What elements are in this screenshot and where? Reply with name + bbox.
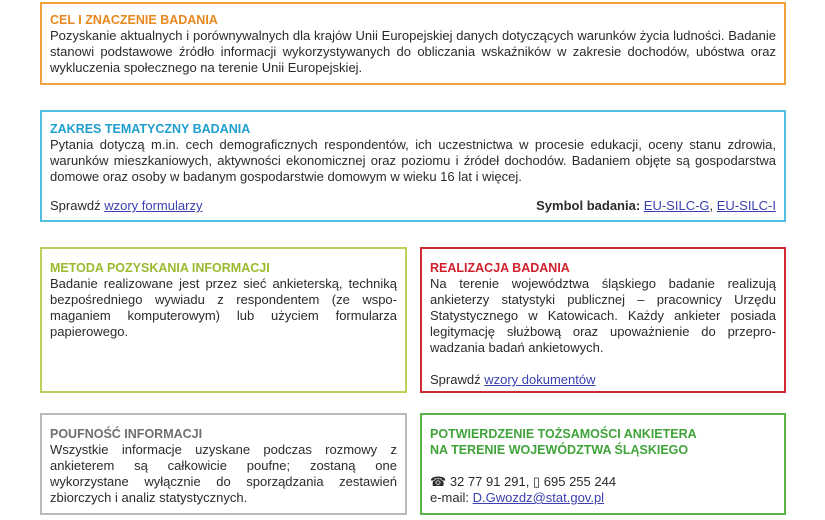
mobile-icon: ▯ — [532, 474, 541, 489]
phone-icon: ☎ — [430, 474, 447, 489]
check-documents-prefix: Sprawdź — [430, 372, 485, 387]
cel-text: Pozyskanie aktualnych i porównywalnych dla krajów Unii Europejskiej danych dotyczących warunków życia ludności. Badanie stanowi podstawowe źródło informacji wykorzystywanych do obliczania wskaźników w zakresie dochodów, ubóstwa oraz wykluczenia społecznego na terenie Unii Europejskiej. — [50, 28, 776, 75]
potwierdzenie-title-line2: NA TERENIE WOJEWÓDZTWA ŚLĄSKIEGO — [430, 443, 689, 457]
check-documents — [430, 372, 776, 388]
symbol-link-g[interactable]: EU-SILC-G — [643, 198, 710, 213]
poufnosc-title: POUFNOŚĆ INFORMACJI — [50, 427, 203, 441]
potwierdzenie-section — [420, 413, 786, 515]
symbol-label: Symbol badania: — [536, 198, 641, 213]
email-link[interactable]: D.Gwozdz@stat.gov.pl — [472, 490, 605, 505]
realizacja-text: Na terenie województwa śląskiego badanie realizują ankieterzy statystyki publicznej – pracownicy Urzędu Statystycznego w Katowicach. Każdy ankieter posiada legitymację służbową oraz upoważnienie do przepro-wadzania badań ankietowych. — [430, 276, 776, 355]
metoda-title: METODA POZYSKANIA INFORMACJI — [50, 261, 270, 275]
zakres-section — [40, 110, 786, 222]
symbol — [536, 198, 776, 214]
zakres-title: ZAKRES TEMATYCZNY BADANIA — [50, 122, 251, 136]
cel-title: CEL I ZNACZENIE BADANIA — [50, 13, 218, 27]
poufnosc-section — [40, 413, 407, 515]
phone-row — [430, 474, 776, 490]
check-forms-prefix: Sprawdź — [50, 198, 105, 213]
realizacja-title: REALIZACJA BADANIA — [430, 261, 570, 275]
realizacja-section — [420, 247, 786, 393]
email-label: e-mail: — [430, 490, 473, 505]
symbol-separator: , — [709, 198, 717, 213]
symbol-link-i[interactable]: EU-SILC-I — [716, 198, 776, 213]
metoda-text: Badanie realizowane jest przez sieć ankieterską, techniką bezpośredniego wywiadu z respondentem (ze wspo-maganiem komputerowym) lub użyciem formularza papierowego. — [50, 276, 397, 339]
zakres-footer — [50, 198, 776, 214]
documents-link[interactable]: wzory dokumentów — [484, 372, 596, 387]
metoda-section — [40, 247, 407, 393]
check-forms — [50, 198, 202, 214]
poufnosc-text: Wszystkie informacje uzyskane podczas rozmowy z ankieterem są całkowicie poufne; zostaną one wykorzystane wyłącznie do sporządzania zestawień zbiorczych i analiz statystycznych. — [50, 442, 397, 505]
forms-link[interactable]: wzory formularzy — [104, 198, 203, 213]
phone-number: 32 77 91 291, — [449, 474, 530, 489]
cel-section — [40, 2, 786, 85]
potwierdzenie-title-line1: POTWIERDZENIE TOŻSAMOŚCI ANKIETERA — [430, 427, 697, 441]
zakres-text: Pytania dotyczą m.in. cech demograficznych respondentów, ich uczestnictwa w procesie edukacji, oceny stanu zdrowia, warunków mieszkaniowych, aktywności ekonomicznej oraz poziomu i źródeł dochodów. Badaniem objęte są gospodarstwa domowe oraz osoby w badanym gospodarstwie domowym w wieku 16 lat i więcej. — [50, 137, 776, 184]
mobile-number: 695 255 244 — [543, 474, 617, 489]
email-row — [430, 490, 776, 506]
